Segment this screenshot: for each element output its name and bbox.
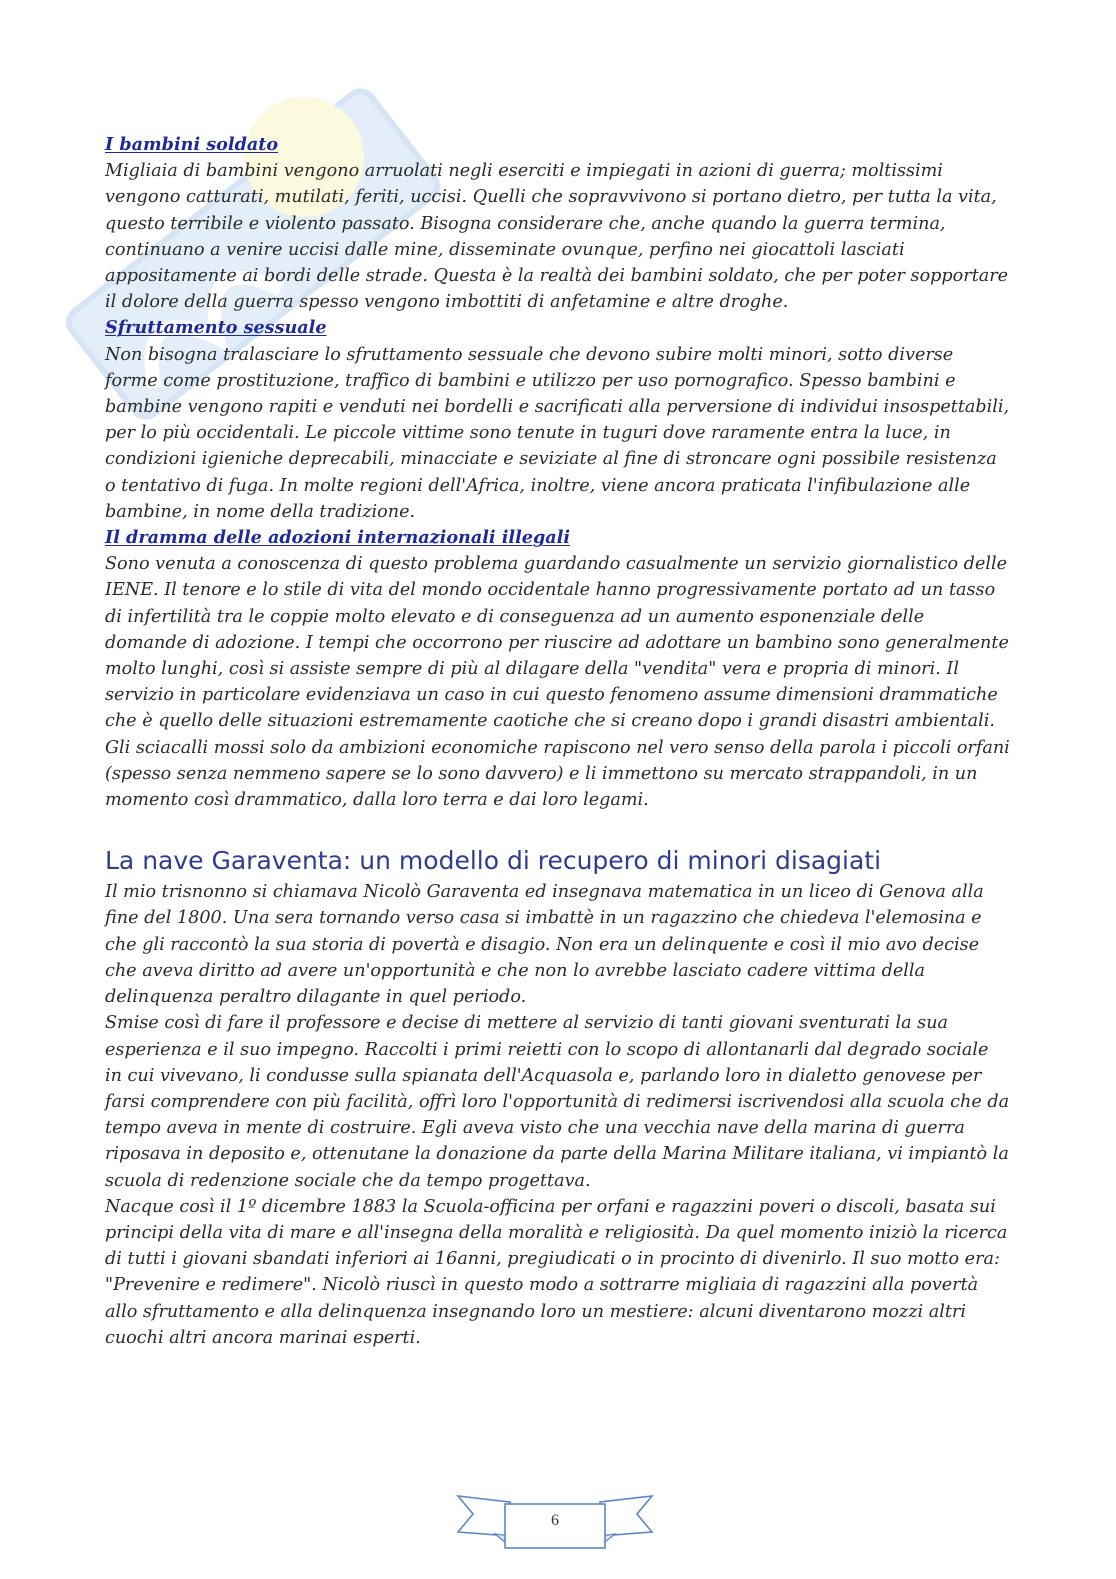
paragraph: Smise così di fare il professore e decise di mettere al servizio di tanti giovani sventurati la sua esperienza e il suo impegno. Raccolti i primi reietti con lo scopo di allontanarli dal degrado sociale in cui vivevano, li condusse sulla spianata dell'Acquasola e, parlando loro in dialetto genovese per farsi comprendere con più facilità, offrì loro l'opportunità di redimersi iscrivendosi alla scuola che da tempo aveva in mente di costruire. Egli aveva visto che una vecchia nave della marina di guerra riposava in deposito e, ottenutane la donazione da parte della Marina Militare italiana, vi impiantò la scuola di redenzione sociale che da tempo progettava. [105, 1013, 1010, 1191]
page-number: 6 [551, 1512, 559, 1529]
page-footer [455, 1490, 655, 1560]
chapter-heading: La nave Garaventa: un modello di recupero di minori disagiati [105, 846, 882, 876]
paragraph: Nacque così il 1º dicembre 1883 la Scuola-officina per orfani e ragazzini poveri o discoli, basata sui principi della vita di mare e all'insegna della moralità e religiosità. Da quel momento iniziò la ricerca di tutti i giovani sbandati inferiori ai 16anni, pregiudicati o in procinto di divenirlo. Il suo motto era: "Prevenire e redimere". Nicolò riuscì in questo modo a sottrarre migliaia di ragazzini alla povertà allo sfruttamento e alla delinquenza insegnando loro un mestiere: alcuni diventarono mozzi altri cuochi altri ancora marinai esperti. [105, 1196, 1008, 1348]
paragraph: Non bisogna tralasciare lo sfruttamento sessuale che devono subire molti minori, sotto diverse forme come prostituzione, traffico di bambini e utilizzo per uso pornografico. Spesso bambini e bambine vengono rapiti e venduti nei bordelli e sacrificati alla perversione di individui insospettabili, per lo più occidentali. Le piccole vittime sono tenute in tuguri dove raramente entra la luce, in condizioni igieniche deprecabili, minacciate e seviziate al fine di stroncare ogni possibile resistenza o tentativo di fuga. In molte regioni dell'Africa, inoltre, viene ancora praticata l'infibulazione alle bambine, in nome della tradizione. [105, 344, 1010, 522]
page-body [105, 132, 1010, 1351]
section-title-sfruttamento-sessuale: Sfruttamento sessuale [105, 317, 327, 339]
section-title-adozioni-illegali: Il dramma delle adozioni internazionali illegali [105, 527, 571, 549]
paragraph: Il mio trisnonno si chiamava Nicolò Garaventa ed insegnava matematica in un liceo di Genova alla fine del 1800. Una sera tornando verso casa si imbattè in un ragazzino che chiedeva l'elemosina e che gli raccontò la sua storia di povertà e disagio. Non era un delinquente e così il mio avo decise che aveva diritto ad avere un'opportunità e che non lo avrebbe lasciato cadere vittima della delinquenza peraltro dilagante in quel periodo. [105, 882, 984, 1008]
section-title-bambini-soldato: I bambini soldato [105, 134, 279, 155]
paragraph: Sono venuta a conoscenza di questo problema guardando casualmente un servizio giornalistico delle IENE. Il tenore e lo stile di vita del mondo occidentale hanno progressivamente portato ad un tasso di infertilità tra le coppie molto elevato e di conseguenza ad un aumento esponenziale delle domande di adozione. I tempi che occorrono per riuscire ad adottare un bambino sono generalmente molto lunghi, così si assiste sempre di più al dilagare della "vendita" vera e propria di minori. Il servizio in particolare evidenziava un caso in cui questo fenomeno assume dimensioni drammatiche che è quello delle situazioni estremamente caotiche che si creano dopo i grandi disastri ambientali. Gli sciacalli mossi solo da ambizioni economiche rapiscono nel vero senso della parola i piccoli orfani (spesso senza nemmeno sapere se lo sono davvero) e li immettono su mercato strappandoli, in un momento così drammatico, dalla loro terra e dai loro legami. [105, 554, 1010, 811]
paragraph: Migliaia di bambini vengono arruolati negli eserciti e impiegati in azioni di guerra; moltissimi vengono catturati, mutilati, feriti, uccisi. Quelli che sopravvivono si portano dietro, per tutta la vita, questo terribile e violento passato. Bisogna considerare che, anche quando la guerra termina, continuano a venire uccisi dalle mine, disseminate ovunque, perfino nei giocattoli lasciati appositamente ai bordi delle strade. Questa è la realtà dei bambini soldato, che per poter sopportare il dolore della guerra spesso vengono imbottiti di anfetamine e altre droghe. [105, 161, 1009, 313]
